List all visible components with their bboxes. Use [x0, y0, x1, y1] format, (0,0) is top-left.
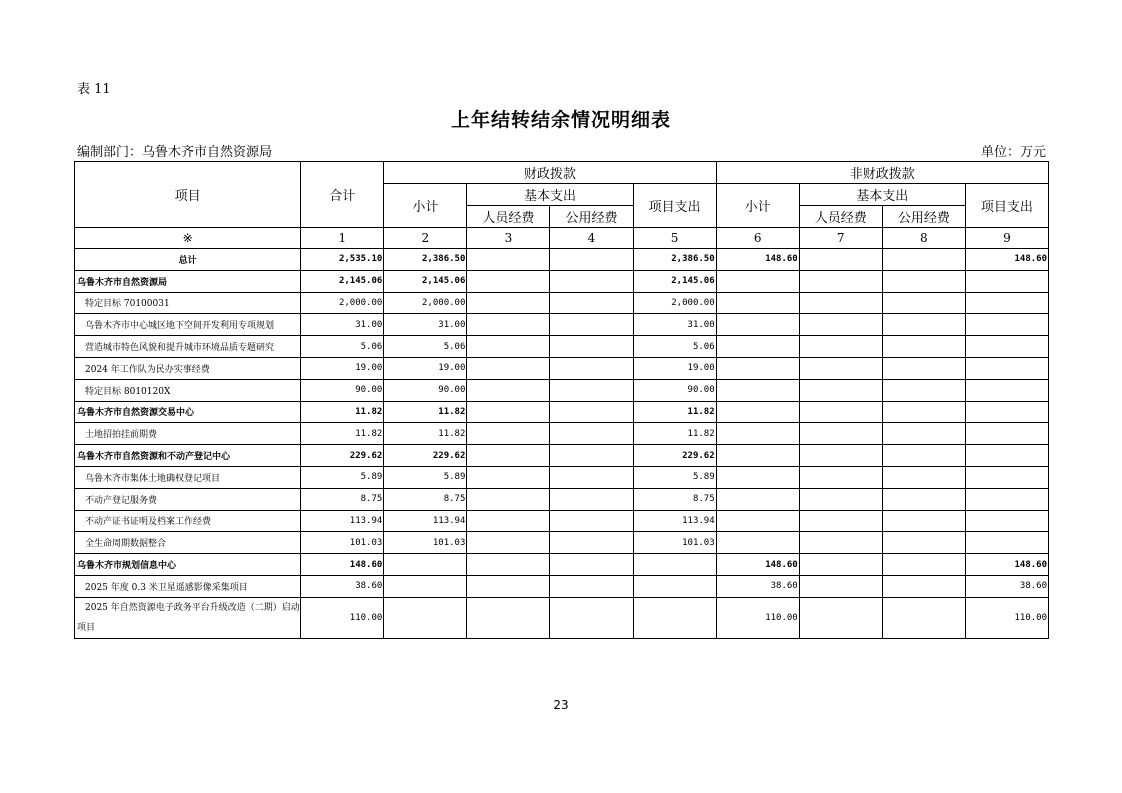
cell-col-5: 11.82	[633, 423, 716, 445]
cell-col-3	[467, 292, 550, 314]
cell-col-9	[965, 357, 1048, 379]
cell-col-3	[467, 532, 550, 554]
cell-col-8	[882, 270, 965, 292]
cell-col-3	[467, 249, 550, 271]
cell-col-2	[384, 575, 467, 597]
row-item-name: 营造城市特色风貌和提升城市环境品质专题研究	[75, 336, 301, 358]
table-body	[75, 249, 1049, 639]
column-number: 7	[799, 228, 882, 249]
cell-col-9: 148.60	[965, 554, 1048, 576]
cell-col-5: 90.00	[633, 379, 716, 401]
table-row	[75, 597, 1049, 638]
table-row	[75, 532, 1049, 554]
cell-col-1: 31.00	[301, 314, 384, 336]
cell-col-7	[799, 270, 882, 292]
cell-col-2: 2,145.06	[384, 270, 467, 292]
cell-col-7	[799, 379, 882, 401]
cell-col-6	[716, 510, 799, 532]
cell-col-2: 19.00	[384, 357, 467, 379]
cell-col-9	[965, 379, 1048, 401]
header-fiscal: 财政拨款	[384, 162, 716, 184]
cell-col-3	[467, 379, 550, 401]
cell-col-9	[965, 488, 1048, 510]
cell-col-1: 101.03	[301, 532, 384, 554]
cell-col-4	[550, 445, 633, 467]
cell-col-5: 2,000.00	[633, 292, 716, 314]
table-row	[75, 466, 1049, 488]
table-row	[75, 554, 1049, 576]
cell-col-5: 2,386.50	[633, 249, 716, 271]
cell-col-4	[550, 597, 633, 638]
row-item-name: 特定目标 8010120X	[75, 379, 301, 401]
column-number: 1	[301, 228, 384, 249]
carryover-balance-table	[74, 161, 1049, 639]
cell-col-9	[965, 314, 1048, 336]
cell-col-1: 2,000.00	[301, 292, 384, 314]
cell-col-1: 11.82	[301, 423, 384, 445]
cell-col-8	[882, 336, 965, 358]
cell-col-1: 5.89	[301, 466, 384, 488]
cell-col-2: 5.89	[384, 466, 467, 488]
cell-col-7	[799, 314, 882, 336]
cell-col-4	[550, 423, 633, 445]
table-row	[75, 249, 1049, 271]
cell-col-6	[716, 401, 799, 423]
cell-col-6	[716, 532, 799, 554]
header-fiscal-subtotal: 小计	[384, 184, 467, 228]
table-row	[75, 357, 1049, 379]
cell-col-5: 5.06	[633, 336, 716, 358]
cell-col-7	[799, 423, 882, 445]
cell-col-8	[882, 597, 965, 638]
header-item: 项目	[75, 162, 301, 228]
cell-col-9	[965, 532, 1048, 554]
cell-col-5: 229.62	[633, 445, 716, 467]
cell-col-2: 11.82	[384, 401, 467, 423]
cell-col-9	[965, 510, 1048, 532]
cell-col-5: 101.03	[633, 532, 716, 554]
cell-col-1: 2,145.06	[301, 270, 384, 292]
cell-col-2	[384, 597, 467, 638]
cell-col-7	[799, 554, 882, 576]
cell-col-1: 148.60	[301, 554, 384, 576]
cell-col-5: 5.89	[633, 466, 716, 488]
table-row	[75, 401, 1049, 423]
column-number: 5	[633, 228, 716, 249]
cell-col-4	[550, 401, 633, 423]
cell-col-7	[799, 401, 882, 423]
cell-col-4	[550, 554, 633, 576]
cell-col-7	[799, 510, 882, 532]
cell-col-3	[467, 423, 550, 445]
cell-col-7	[799, 357, 882, 379]
header-nonfiscal-basic: 基本支出	[799, 184, 965, 206]
cell-col-6	[716, 314, 799, 336]
cell-col-8	[882, 314, 965, 336]
cell-col-1: 5.06	[301, 336, 384, 358]
header-nonfiscal-project: 项目支出	[965, 184, 1048, 228]
cell-col-1: 113.94	[301, 510, 384, 532]
row-item-name: 乌鲁木齐市自然资源局	[75, 270, 301, 292]
table-row	[75, 488, 1049, 510]
row-item-name: 2025 年自然资源电子政务平台升级改造（二期）启动项目	[75, 597, 301, 638]
cell-col-2: 11.82	[384, 423, 467, 445]
cell-col-3	[467, 401, 550, 423]
cell-col-6: 148.60	[716, 249, 799, 271]
cell-col-1: 11.82	[301, 401, 384, 423]
cell-col-2: 90.00	[384, 379, 467, 401]
cell-col-4	[550, 357, 633, 379]
cell-col-8	[882, 575, 965, 597]
cell-col-9	[965, 445, 1048, 467]
table-row	[75, 575, 1049, 597]
cell-col-3	[467, 510, 550, 532]
cell-col-8	[882, 466, 965, 488]
cell-col-4	[550, 466, 633, 488]
cell-col-4	[550, 488, 633, 510]
row-item-name: 乌鲁木齐市自然资源交易中心	[75, 401, 301, 423]
header-total: 合计	[301, 162, 384, 228]
cell-col-8	[882, 532, 965, 554]
column-number-row	[75, 228, 1049, 249]
cell-col-8	[882, 445, 965, 467]
header-nonfiscal: 非财政拨款	[716, 162, 1048, 184]
cell-col-5: 31.00	[633, 314, 716, 336]
cell-col-7	[799, 336, 882, 358]
cell-col-3	[467, 597, 550, 638]
column-number: 4	[550, 228, 633, 249]
cell-col-9	[965, 336, 1048, 358]
cell-col-5	[633, 597, 716, 638]
cell-col-5: 113.94	[633, 510, 716, 532]
header-fiscal-basic: 基本支出	[467, 184, 633, 206]
cell-col-2: 229.62	[384, 445, 467, 467]
cell-col-5	[633, 575, 716, 597]
row-item-name: 乌鲁木齐市规划信息中心	[75, 554, 301, 576]
cell-col-6	[716, 423, 799, 445]
cell-col-6	[716, 336, 799, 358]
row-item-name: 总计	[75, 249, 301, 271]
cell-col-6	[716, 357, 799, 379]
cell-col-9	[965, 401, 1048, 423]
cell-col-3	[467, 466, 550, 488]
row-item-name: 乌鲁木齐市自然资源和不动产登记中心	[75, 445, 301, 467]
cell-col-4	[550, 314, 633, 336]
cell-col-3	[467, 554, 550, 576]
cell-col-3	[467, 575, 550, 597]
cell-col-7	[799, 532, 882, 554]
cell-col-3	[467, 445, 550, 467]
cell-col-3	[467, 314, 550, 336]
column-number: 8	[882, 228, 965, 249]
header-nonfiscal-personnel: 人员经费	[799, 206, 882, 228]
cell-col-9	[965, 292, 1048, 314]
cell-col-9	[965, 423, 1048, 445]
cell-col-8	[882, 249, 965, 271]
cell-col-6	[716, 488, 799, 510]
cell-col-1: 110.00	[301, 597, 384, 638]
cell-col-8	[882, 488, 965, 510]
cell-col-2: 101.03	[384, 532, 467, 554]
column-number: ※	[75, 228, 301, 249]
cell-col-5: 8.75	[633, 488, 716, 510]
cell-col-4	[550, 292, 633, 314]
cell-col-1: 229.62	[301, 445, 384, 467]
column-number: 6	[716, 228, 799, 249]
cell-col-4	[550, 270, 633, 292]
column-number: 3	[467, 228, 550, 249]
header-fiscal-public: 公用经费	[550, 206, 633, 228]
cell-col-2: 113.94	[384, 510, 467, 532]
cell-col-9	[965, 466, 1048, 488]
cell-col-4	[550, 336, 633, 358]
cell-col-1: 19.00	[301, 357, 384, 379]
table-row	[75, 292, 1049, 314]
table-row	[75, 510, 1049, 532]
column-number: 2	[384, 228, 467, 249]
cell-col-6: 148.60	[716, 554, 799, 576]
cell-col-2: 31.00	[384, 314, 467, 336]
cell-col-8	[882, 401, 965, 423]
cell-col-8	[882, 554, 965, 576]
cell-col-1: 8.75	[301, 488, 384, 510]
cell-col-9: 148.60	[965, 249, 1048, 271]
cell-col-9: 38.60	[965, 575, 1048, 597]
cell-col-6	[716, 270, 799, 292]
cell-col-8	[882, 510, 965, 532]
column-number: 9	[965, 228, 1048, 249]
cell-col-7	[799, 445, 882, 467]
cell-col-9	[965, 270, 1048, 292]
row-item-name: 土地招拍挂前期费	[75, 423, 301, 445]
row-item-name: 2024 年工作队为民办实事经费	[75, 357, 301, 379]
cell-col-7	[799, 488, 882, 510]
table-row	[75, 336, 1049, 358]
cell-col-7	[799, 575, 882, 597]
table-row	[75, 423, 1049, 445]
header-fiscal-project: 项目支出	[633, 184, 716, 228]
cell-col-6	[716, 292, 799, 314]
header-nonfiscal-subtotal: 小计	[716, 184, 799, 228]
cell-col-3	[467, 336, 550, 358]
cell-col-8	[882, 379, 965, 401]
cell-col-5	[633, 554, 716, 576]
table-label: 表 11	[77, 82, 111, 97]
cell-col-2	[384, 554, 467, 576]
cell-col-8	[882, 423, 965, 445]
cell-col-5: 2,145.06	[633, 270, 716, 292]
cell-col-7	[799, 597, 882, 638]
cell-col-2: 2,386.50	[384, 249, 467, 271]
page-number: 23	[553, 698, 569, 712]
cell-col-2: 5.06	[384, 336, 467, 358]
table-row	[75, 314, 1049, 336]
row-item-name: 不动产证书证明及档案工作经费	[75, 510, 301, 532]
cell-col-6: 38.60	[716, 575, 799, 597]
cell-col-1: 38.60	[301, 575, 384, 597]
row-item-name: 2025 年度 0.3 米卫星遥感影像采集项目	[75, 575, 301, 597]
header-nonfiscal-public: 公用经费	[882, 206, 965, 228]
cell-col-1: 90.00	[301, 379, 384, 401]
row-item-name: 特定目标 70100031	[75, 292, 301, 314]
cell-col-6	[716, 445, 799, 467]
unit-label: 单位：万元	[980, 145, 1046, 160]
cell-col-7	[799, 292, 882, 314]
cell-col-1: 2,535.10	[301, 249, 384, 271]
cell-col-8	[882, 357, 965, 379]
row-item-name: 乌鲁木齐市集体土地确权登记项目	[75, 466, 301, 488]
cell-col-5: 11.82	[633, 401, 716, 423]
row-item-name: 乌鲁木齐市中心城区地下空间开发利用专项规划	[75, 314, 301, 336]
cell-col-4	[550, 532, 633, 554]
cell-col-7	[799, 249, 882, 271]
cell-col-7	[799, 466, 882, 488]
cell-col-6: 110.00	[716, 597, 799, 638]
cell-col-9: 110.00	[965, 597, 1048, 638]
table-row	[75, 270, 1049, 292]
page-title: 上年结转结余情况明细表	[450, 109, 671, 131]
table-row	[75, 445, 1049, 467]
row-item-name: 全生命周期数据整合	[75, 532, 301, 554]
department-label: 编制部门：乌鲁木齐市自然资源局	[77, 145, 273, 160]
cell-col-2: 8.75	[384, 488, 467, 510]
table-row	[75, 379, 1049, 401]
cell-col-6	[716, 466, 799, 488]
cell-col-3	[467, 488, 550, 510]
cell-col-3	[467, 357, 550, 379]
cell-col-4	[550, 249, 633, 271]
cell-col-8	[882, 292, 965, 314]
cell-col-2: 2,000.00	[384, 292, 467, 314]
header-fiscal-personnel: 人员经费	[467, 206, 550, 228]
row-item-name: 不动产登记服务费	[75, 488, 301, 510]
cell-col-3	[467, 270, 550, 292]
cell-col-4	[550, 510, 633, 532]
cell-col-6	[716, 379, 799, 401]
cell-col-4	[550, 379, 633, 401]
cell-col-5: 19.00	[633, 357, 716, 379]
cell-col-4	[550, 575, 633, 597]
